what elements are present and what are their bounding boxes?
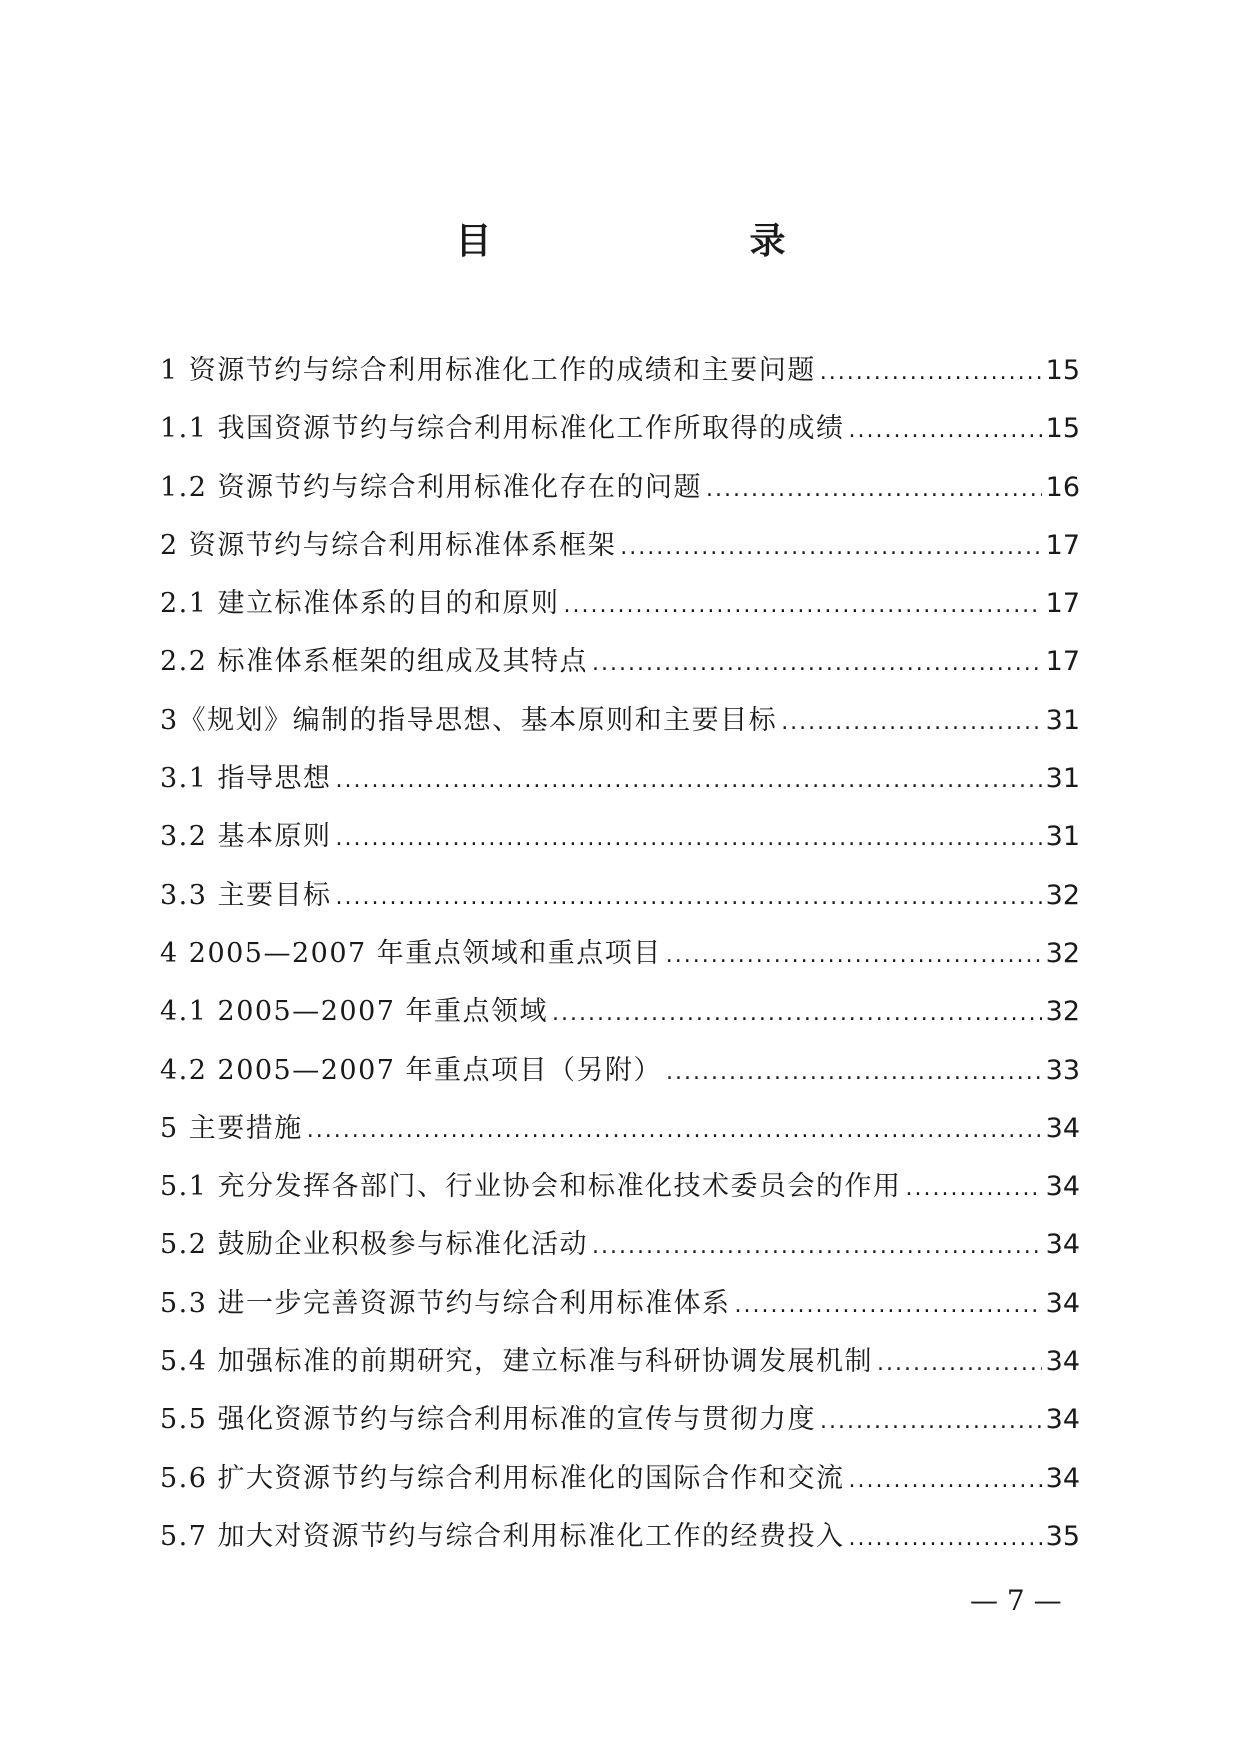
dot-leader — [820, 1393, 1042, 1451]
dot-leader — [592, 635, 1042, 693]
toc-entry-text: 2.1 建立标准体系的目的和原则 — [160, 588, 560, 620]
page-title: 目 录 — [455, 221, 848, 262]
dot-leader — [336, 752, 1042, 810]
toc-entry-text: 3.3 主要目标 — [160, 879, 332, 911]
toc-entry-page: 34 — [1045, 1346, 1080, 1378]
toc-entry[interactable] — [160, 808, 1080, 866]
toc-entry[interactable] — [160, 983, 1080, 1041]
dot-leader — [552, 985, 1042, 1043]
toc-entry-page: 31 — [1045, 763, 1080, 795]
dot-leader — [849, 402, 1042, 460]
toc-entry-page: 33 — [1045, 1054, 1080, 1086]
toc-entry-page: 32 — [1045, 937, 1080, 969]
dot-leader — [620, 519, 1041, 577]
dot-leader — [820, 344, 1042, 402]
toc-entry[interactable] — [160, 1216, 1080, 1274]
toc-entry-text: 4 2005—2007 年重点领域和重点项目 — [160, 937, 662, 969]
toc-entry[interactable] — [160, 342, 1080, 400]
dot-leader — [592, 1218, 1042, 1276]
toc-entry-page: 17 — [1045, 646, 1080, 678]
toc-entry-text: 4.2 2005—2007 年重点项目（另附） — [160, 1054, 663, 1086]
toc-entry-page: 17 — [1045, 588, 1080, 620]
toc-entry-page: 31 — [1045, 821, 1080, 853]
toc-entry[interactable] — [160, 1158, 1080, 1216]
toc-entry[interactable] — [160, 925, 1080, 983]
toc-entry-page: 16 — [1045, 471, 1080, 503]
toc-entry-text: 3.1 指导思想 — [160, 763, 332, 795]
toc-entry-text: 5.2 鼓励企业积极参与标准化活动 — [160, 1229, 589, 1261]
toc-entry-page: 34 — [1045, 1171, 1080, 1203]
dot-leader — [781, 694, 1041, 752]
toc-entry-text: 5.3 进一步完善资源节约与综合利用标准体系 — [160, 1287, 731, 1319]
toc-entry[interactable] — [160, 1042, 1080, 1100]
toc-entry-text: 5.6 扩大资源节约与综合利用标准化的国际合作和交流 — [160, 1462, 845, 1494]
toc-entry-text: 3.2 基本原则 — [160, 821, 332, 853]
dot-leader — [336, 869, 1042, 927]
toc-entry-text: 1.2 资源节约与综合利用标准化存在的问题 — [160, 471, 703, 503]
toc-entry-text: 5.5 强化资源节约与综合利用标准的宣传与贯彻力度 — [160, 1404, 817, 1436]
toc-entry-page: 31 — [1045, 704, 1080, 736]
toc-entry[interactable] — [160, 1333, 1080, 1391]
toc-entry[interactable] — [160, 400, 1080, 458]
toc-entry-text: 4.1 2005—2007 年重点领域 — [160, 996, 549, 1028]
toc-entry-page: 32 — [1045, 996, 1080, 1028]
toc-entry-text: 5 主要措施 — [160, 1112, 303, 1144]
dot-leader — [666, 1044, 1042, 1102]
dot-leader — [336, 810, 1042, 868]
toc-entry-page: 17 — [1045, 529, 1080, 561]
toc-entry-text: 2.2 标准体系框架的组成及其特点 — [160, 646, 589, 678]
toc-entry-page: 32 — [1045, 879, 1080, 911]
toc-entry-text: 5.1 充分发挥各部门、行业协会和标准化技术委员会的作用 — [160, 1171, 902, 1203]
toc-entry[interactable] — [160, 517, 1080, 575]
toc-entry-page: 34 — [1045, 1404, 1080, 1436]
toc-entry-text: 5.4 加强标准的前期研究，建立标准与科研协调发展机制 — [160, 1346, 874, 1378]
dot-leader — [666, 927, 1042, 985]
table-of-contents — [160, 342, 1080, 1566]
toc-entry-text: 1 资源节约与综合利用标准化工作的成绩和主要问题 — [160, 355, 816, 386]
toc-entry[interactable] — [160, 1508, 1080, 1566]
toc-entry[interactable] — [160, 867, 1080, 925]
toc-entry-text: 1.1 我国资源节约与综合利用标准化工作所取得的成绩 — [160, 413, 845, 445]
toc-entry[interactable] — [160, 692, 1080, 750]
toc-entry[interactable] — [160, 1391, 1080, 1449]
toc-entry[interactable] — [160, 633, 1080, 691]
toc-entry[interactable] — [160, 1100, 1080, 1158]
toc-entry-text: 3《规划》编制的指导思想、基本原则和主要目标 — [160, 704, 778, 736]
dot-leader — [735, 1277, 1042, 1335]
toc-entry[interactable] — [160, 1275, 1080, 1333]
dot-leader — [706, 461, 1042, 519]
toc-entry[interactable] — [160, 459, 1080, 517]
toc-entry[interactable] — [160, 1450, 1080, 1508]
toc-entry-page: 34 — [1045, 1229, 1080, 1261]
toc-entry-page: 34 — [1045, 1462, 1080, 1494]
toc-entry-page: 34 — [1045, 1287, 1080, 1319]
page-number: — 7 — — [970, 1584, 1062, 1617]
toc-entry-text: 2 资源节约与综合利用标准体系框架 — [160, 529, 617, 561]
toc-entry[interactable] — [160, 750, 1080, 808]
dot-leader — [849, 1510, 1042, 1568]
toc-entry[interactable] — [160, 575, 1080, 633]
toc-entry-page: 15 — [1045, 355, 1080, 386]
dot-leader — [564, 577, 1042, 635]
dot-leader — [849, 1452, 1042, 1510]
toc-entry-text: 5.7 加大对资源节约与综合利用标准化工作的经费投入 — [160, 1520, 845, 1552]
toc-entry-page: 15 — [1045, 413, 1080, 445]
dot-leader — [906, 1160, 1042, 1218]
toc-entry-page: 35 — [1045, 1520, 1080, 1552]
dot-leader — [877, 1335, 1042, 1393]
dot-leader — [307, 1102, 1042, 1160]
toc-entry-page: 34 — [1045, 1112, 1080, 1144]
